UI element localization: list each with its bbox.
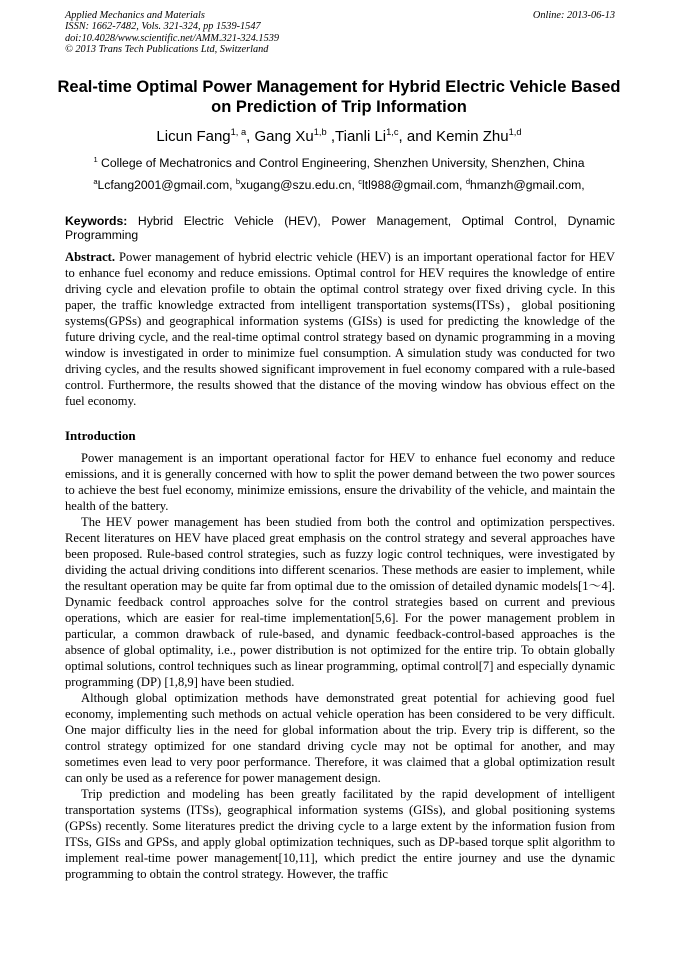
online-date: Online: 2013-06-13 — [532, 10, 615, 21]
paper-title: Real-time Optimal Power Management for Hybrid Electric Vehicle Based on Prediction of Trip Information — [57, 78, 621, 116]
author: Gang Xu$^{1,b}$ , — [254, 127, 335, 145]
affiliation: $^1$ College of Mechatronics and Control Engineering, Shenzhen University, Shenzhen, China — [93, 154, 585, 170]
issn-line: ISSN: 1662-7482, Vols. 321-324, pp 1539-1547 — [65, 21, 261, 33]
keywords — [65, 214, 615, 242]
journal-name: Applied Mechanics and Materials — [65, 10, 205, 21]
doi-line: doi:10.4028/www.scientific.net/AMM.321-324.1539 — [65, 32, 280, 44]
paragraph: Power management is an important operational factor for HEV to enhance fuel economy and reduce emissions, and it is generally concerned with how to split the power demand between the two power sources to achieve the best fuel economy, minimize emissions, ensure the drivability of the vehicle, and maintain the health of the battery. — [65, 451, 615, 513]
email: $^b$xugang@szu.edu.cn, — [235, 176, 359, 192]
author-emails — [52, 178, 626, 193]
paragraph: The HEV power management has been studied from both the control and optimization perspectives. Recent literatures on HEV have placed great emphasis on the control strategy and several approaches have been proposed. Rule-based control strategies, such as fuzzy logic control techniques, were investigated by dividing the actual driving conditions into different scenarios. These methods are easier to implement, while the resultant operation may be quite far from optimal due to the omission of detailed dynamic models[1～4]. Dynamic feedback control approaches solve for the control strategies based on current and previous operations, which are easier for real-time implementation[5,6]. For the power management problem in particular, a common drawback of rule-based, and dynamic feedback-control-based approaches is the absence of global optimality, i.e., power distribution is not optimized for the entire trip. To obtain globally optimal solutions, control techniques such as linear programming, optimal control[7] and especially dynamic programming (DP) [1,8,9] have been studied. — [65, 515, 615, 689]
keywords-label: Keywords: — [65, 214, 128, 228]
abstract — [65, 249, 615, 409]
paragraph: Although global optimization methods have demonstrated great potential for achieving good fuel economy, implementing such methods on actual vehicle operation has been considered to be very difficult. One major difficulty lies in the need for global information about the trip. Every trip is different, so the control strategy optimized for one standard driving cycle may not be optimal for another, and may sometimes even lead to very poor performance. Therefore, it was claimed that a global optimization result can only be used as a reference for power management design. — [65, 691, 615, 785]
author: Tianli Li$^{1,c}$, and — [335, 127, 437, 145]
email: $^a$Lcfang2001@gmail.com, — [93, 176, 236, 192]
email: $^d$hmanzh@gmail.com, — [465, 176, 585, 192]
introduction-body — [65, 450, 615, 882]
author-list — [52, 128, 626, 146]
journal-header — [65, 10, 615, 56]
abstract-text: Power management of hybrid electric vehicle (HEV) is an important operational factor for HEV to enhance fuel economy and reduce emissions. Optimal control for HEV requires the knowledge of entire driving cycle and elevation profile to obtain the optimal control strategy over fixed driving cycle. In this paper, the traffic knowledge extracted from intelligent transportation systems(ITSs)，global positioning systems(GPSs) and geographical information systems (GISs) is used for predicting the knowledge of the future driving cycle, and the real-time optimal control strategy based on dynamic programming in a moving window is investigated in order to minimize fuel consumption. A simulation study was conducted for two driving cycles, and the results showed significant improvement in fuel economy compared with a rule-based control. Furthermore, the results showed that the distance of the moving window has obvious effect on the fuel economy. — [65, 250, 615, 408]
keywords-text: Hybrid Electric Vehicle (HEV), Power Management, Optimal Control, Dynamic Programming — [65, 214, 615, 242]
paragraph: Trip prediction and modeling has been greatly facilitated by the rapid development of intelligent transportation systems (ITSs), geographical information systems (GISs), and global positioning systems (GPSs) recently. Some literatures predict the driving cycle to a large extent by the information fusion from ITSs, GISs and GPSs, and apply global optimization techniques, such as DP-based torque split algorithm to implement real-time power management[10,11], which predict the entire journey and use the dynamic programming to obtain the control strategy. However, the traffic — [65, 787, 615, 881]
section-heading-introduction: Introduction — [65, 428, 136, 443]
author: Kemin Zhu$^{1,d}$ — [436, 127, 522, 145]
author: Licun Fang$^{1, a}$, — [156, 127, 255, 145]
email: $^c$ltl988@gmail.com, — [358, 176, 466, 192]
abstract-label: Abstract. — [65, 250, 116, 264]
copyright-line: © 2013 Trans Tech Publications Ltd, Switzerland — [65, 44, 269, 56]
